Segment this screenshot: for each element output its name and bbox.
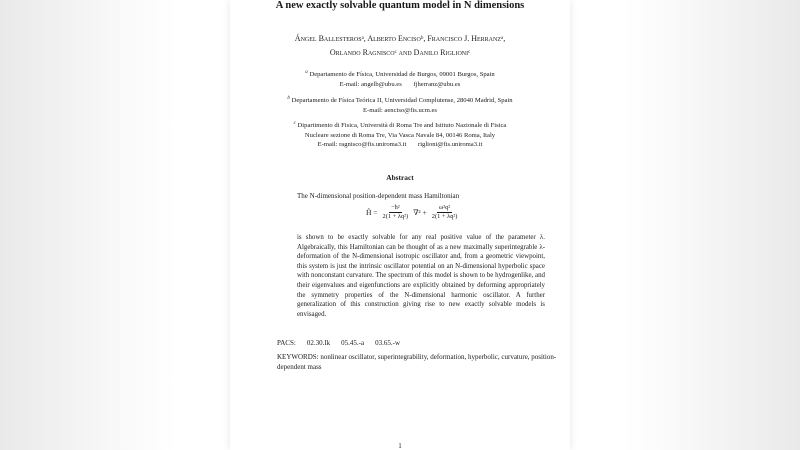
email-link[interactable]: angelb@ubu.es: [361, 80, 402, 88]
equation-fraction-potential: [430, 204, 460, 221]
affiliation-c: [230, 119, 570, 150]
author-line-2: Orlando Ragniscoᶜ and Danilo Riglioniᶜ: [329, 48, 471, 57]
email-label: E-mail:: [317, 141, 338, 149]
fraction-denominator: 2(1 + λq²): [382, 213, 409, 220]
abstract-intro: The N-dimensional position-dependent mass Hamiltonian: [297, 192, 460, 200]
pacs-label: PACS:: [277, 339, 296, 347]
affiliation-address-line-2: Nucleare sezione di Roma Tre, Via Vasca Navale 84, 00146 Roma, Italy: [304, 131, 496, 139]
affiliation-b: [230, 94, 570, 115]
keywords: KEYWORDS: nonlinear oscillator, superintegrability, deformation, hyperbolic, curvature, position-dependent mass: [277, 353, 557, 371]
affiliation-mark: c: [293, 121, 296, 126]
pacs-code: 05.45.-a: [341, 339, 365, 347]
affiliation-mark: b: [287, 96, 290, 101]
hamiltonian-equation: [366, 204, 459, 221]
affiliation-address: Departamento de Física Teórica II, Universidad Complutense, 28040 Madrid, Spain: [291, 97, 513, 105]
equation-fraction-kinetic: [381, 204, 411, 221]
email-link[interactable]: aenciso@fis.ucm.es: [384, 106, 438, 114]
equation-laplacian: ∇² +: [413, 208, 427, 217]
fraction-denominator: 2(1 + λq²): [431, 213, 458, 220]
email-label: E-mail:: [339, 80, 360, 88]
email-link[interactable]: ragnisco@fis.uniroma3.it: [339, 141, 407, 149]
abstract-heading: Abstract: [386, 173, 414, 182]
pacs-code: 03.65.-w: [375, 339, 400, 347]
email-link[interactable]: riglioni@fis.uniroma3.it: [418, 141, 483, 149]
email-link[interactable]: fjherranz@ubu.es: [413, 80, 461, 88]
abstract-body: is shown to be exactly solvable for any real positive value of the parameter λ. Algebraically, this Hamiltonian can be thought of as a new maximally superintegrable λ-deformation of the N-dimensional isotropic oscillator and, from a geometric viewpoint, this system is just the intrinsic oscillator potential on an N-dimensional hyperbolic space with nonconstant curvature. The spectrum of this model is shown to be hydrogenlike, and their eigenvalues and eigenfunctions are explicitly obtained by deforming appropriately the symmetry properties of the N-dimensional harmonic oscillator. A further generalization of this construction giving rise to new exactly solvable models is envisaged.: [297, 234, 545, 318]
fraction-numerator: ω²q²: [438, 204, 451, 211]
author-list: [230, 32, 570, 60]
paper-title: A new exactly solvable quantum model in N dimensions: [275, 0, 525, 11]
pacs-codes: [277, 339, 411, 347]
page-number: 1: [398, 442, 402, 450]
equation-lhs: Ĥ =: [366, 208, 378, 217]
pacs-code: 02.30.Ik: [306, 339, 331, 347]
author-line-1: Ángel Ballesterosᵃ, Alberto Encisoᵇ, Francisco J. Herranzᵃ,: [294, 34, 506, 43]
affiliation-address: Departamento de Física, Universidad de Burgos, 09001 Burgos, Spain: [309, 71, 495, 79]
paper-page: [230, 0, 570, 450]
fraction-numerator: −ħ²: [391, 204, 400, 211]
affiliation-address: Dipartimento di Fisica, Università di Roma Tre and Istituto Nazionale di Fisica: [297, 122, 507, 130]
email-label: E-mail:: [362, 106, 383, 114]
affiliation-mark: a: [305, 70, 308, 75]
affiliation-a: [230, 68, 570, 89]
